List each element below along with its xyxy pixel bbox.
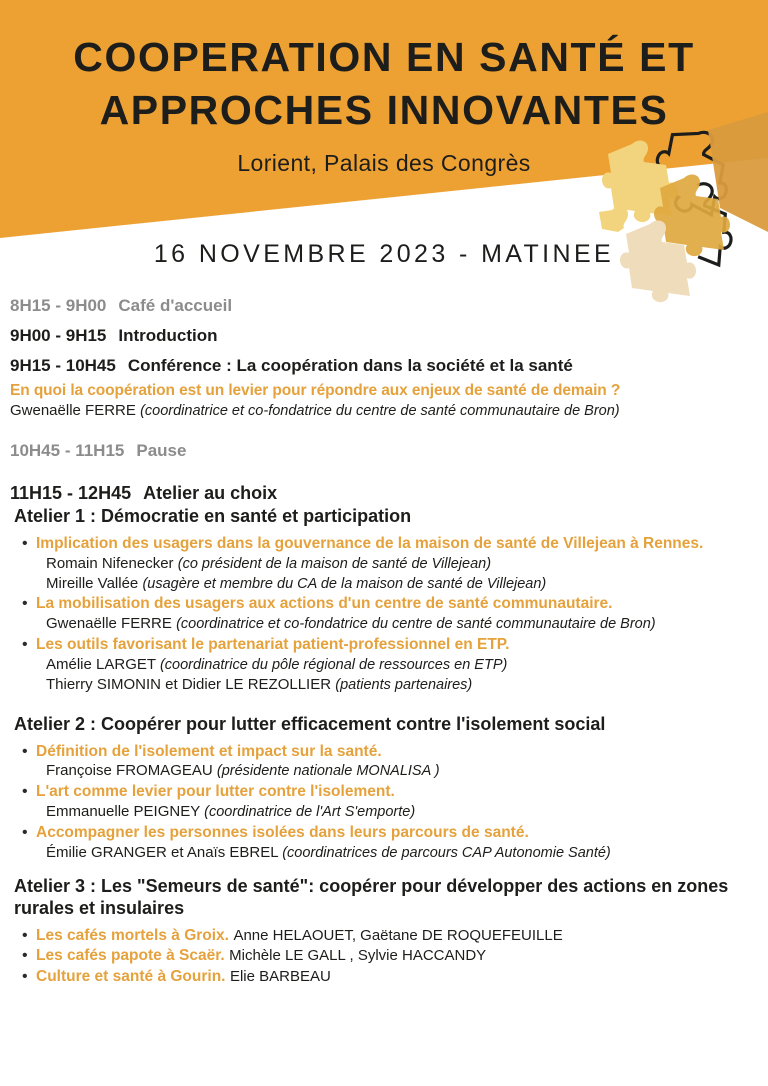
speaker-line [36, 761, 756, 781]
speaker-line [36, 843, 756, 863]
header-content [0, 0, 768, 177]
event-date: 16 NOVEMBRE 2023 - MATINEE [153, 240, 615, 268]
puzzle-piece-yellow-small [599, 207, 628, 232]
item-title: • Définition de l'isolement et impact sur la santé. [36, 742, 382, 760]
list-item [36, 967, 756, 987]
speaker-name: Gwenaëlle FERRE [46, 615, 172, 633]
schedule-time: 9H15 - 10H45 [10, 356, 116, 375]
speaker-name: Emmanuelle PEIGNEY [46, 803, 200, 821]
speaker-role: (coordinatrice et co-fondatrice du centre de santé communautaire de Bron) [140, 403, 620, 419]
speaker-role: (coordinatrice de l'Art S'emporte) [204, 804, 416, 821]
schedule-label: Conférence : La coopération dans la société et la santé [127, 356, 573, 375]
conference-question: En quoi la coopération est un levier pour répondre aux enjeux de santé de demain ? [10, 382, 621, 399]
list-item [36, 635, 756, 695]
item-title: Culture et santé à Gourin. [36, 968, 226, 986]
schedule-row-ateliers [0, 483, 768, 504]
speaker-name: Thierry SIMONIN et Didier LE REZOLLIER [46, 675, 332, 693]
list-item [36, 782, 756, 822]
schedule-row-cafe-accueil [0, 296, 768, 316]
speaker-line [36, 675, 756, 695]
spacer [0, 696, 768, 712]
schedule-label: Atelier au choix [143, 483, 278, 503]
conference-speaker [0, 402, 768, 419]
speaker-role: (coordinatrice du pôle régional de ressources en ETP) [159, 656, 508, 673]
speaker-name: Michèle LE GALL , Sylvie HACCANDY [229, 947, 487, 965]
spacer [0, 864, 768, 874]
speaker-role: (présidente nationale MONALISA ) [216, 763, 440, 780]
speaker-role: (coordinatrice et co-fondatrice du centre de santé communautaire de Bron) [176, 616, 656, 633]
item-title: • Les outils favorisant le partenariat patient-professionnel en ETP. [36, 636, 510, 654]
schedule-time: 10H45 - 11H15 [10, 441, 125, 460]
schedule-label: Introduction [118, 326, 218, 345]
schedule-row-introduction [0, 326, 768, 346]
spacer [0, 346, 768, 356]
atelier-1-items [0, 534, 768, 695]
list-item [36, 534, 756, 594]
speaker-role: (usagère et membre du CA de la maison de santé de Villejean) [142, 575, 547, 592]
item-title: • Implication des usagers dans la gouvernance de la maison de santé de Villejean à Rennes. [36, 534, 704, 552]
speaker-name: Anne HELAOUET, Gaëtane DE ROQUEFEUILLE [233, 926, 563, 944]
list-item [36, 742, 756, 782]
speaker-name: Romain Nifenecker [46, 554, 174, 572]
atelier-1-title: Atelier 1 : Démocratie en santé et participation [14, 506, 412, 526]
atelier-2-items [0, 742, 768, 863]
atelier-3-title: Atelier 3 : Les "Semeurs de santé": coopérer pour développer des actions en zones rurales et insulaires [14, 875, 729, 918]
spacer [0, 461, 768, 483]
page-title-line-2: APPROCHES INNOVANTES [99, 86, 669, 133]
item-title: • Accompagner les personnes isolées dans leurs parcours de santé. [36, 823, 529, 841]
program-schedule [0, 296, 768, 988]
schedule-row-pause [0, 441, 768, 461]
list-item [36, 926, 756, 946]
speaker-line [36, 802, 756, 822]
speaker-name: Mireille Vallée [46, 574, 139, 592]
list-item [36, 594, 756, 634]
speaker-line [36, 655, 756, 675]
atelier-2-title: Atelier 2 : Coopérer pour lutter efficacement contre l'isolement social [14, 713, 606, 734]
item-title: • L'art comme levier pour lutter contre l'isolement. [36, 783, 395, 801]
event-location-subtitle: Lorient, Palais des Congrès [237, 149, 531, 176]
schedule-time: 8H15 - 9H00 [10, 296, 107, 315]
list-item [36, 946, 756, 966]
speaker-line [36, 614, 756, 634]
list-item [36, 823, 756, 863]
speaker-name: Françoise FROMAGEAU [46, 762, 213, 780]
schedule-time: 11H15 - 12H45 [10, 483, 132, 503]
speaker-role: (coordinatrices de parcours CAP Autonomie Santé) [282, 844, 611, 861]
speaker-name: Émilie GRANGER et Anaïs EBREL [46, 843, 279, 861]
speaker-role: (co président de la maison de santé de Villejean) [177, 555, 492, 572]
item-title: Les cafés mortels à Groix. [36, 926, 229, 944]
speaker-line [36, 574, 756, 594]
schedule-time: 9H00 - 9H15 [10, 326, 107, 345]
spacer [0, 419, 768, 441]
schedule-label: Pause [136, 441, 187, 460]
spacer [0, 316, 768, 326]
speaker-role: (patients partenaires) [335, 676, 473, 693]
atelier-3-items [0, 926, 768, 987]
speaker-name: Amélie LARGET [46, 655, 156, 673]
speaker-line [36, 554, 756, 574]
page-title-line-1: COOPERATION EN SANTÉ ET [73, 34, 695, 80]
schedule-label: Café d'accueil [118, 296, 233, 315]
schedule-row-conference [0, 356, 768, 376]
item-title: • La mobilisation des usagers aux actions d'un centre de santé communautaire. [36, 595, 613, 613]
item-title: Les cafés papote à Scaër. [36, 947, 225, 965]
speaker-name: Gwenaëlle FERRE [10, 402, 136, 419]
speaker-name: Elie BARBEAU [229, 968, 331, 986]
